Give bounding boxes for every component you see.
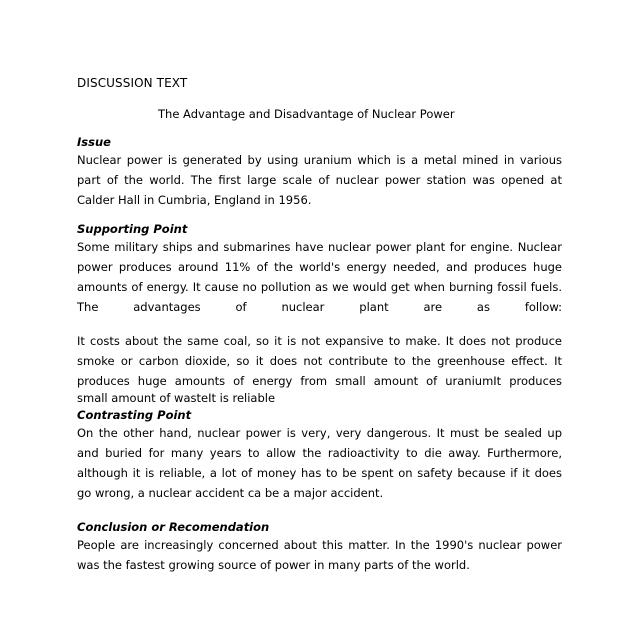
document-type-label: DISCUSSION TEXT (77, 76, 188, 90)
advantages-text-end: small amount of wasteIt is reliable (77, 391, 276, 405)
conclusion-paragraph: People are increasingly concerned about this matter. In the 1990's nuclear power was the fastest growing source of power in many parts of the world. (77, 538, 562, 572)
conclusion-heading: Conclusion or Recomendation (77, 520, 270, 534)
supporting-point-paragraph: Some military ships and submarines have nuclear power plant for engine. Nuclear power produces around 11% of the world's energy needed, and produces huge amounts of energy. It cause no pollution as we would get when burning fossil fuels. The advantages of nuclear plant are as follow: (77, 240, 562, 314)
contrasting-point-paragraph: On the other hand, nuclear power is very, very dangerous. It must be sealed up and buried for many years to allow the radioactivity to die away. Furthermore, although it is reliable, a lot of money has to be spent on safety because if it does go wrong, a nuclear accident ca be a major accident. (77, 426, 562, 500)
advantages-text: It costs about the same coal, so it is not expansive to make. It does not produce smoke or carbon dioxide, so it does not contribute to the greenhouse effect. It produces huge amounts of energy from small amount of uraniumIt produces (77, 334, 562, 388)
issue-heading: Issue (77, 135, 111, 149)
document-page (77, 76, 562, 575)
advantages-paragraph (77, 331, 562, 406)
supporting-point-heading: Supporting Point (77, 222, 188, 236)
issue-paragraph: Nuclear power is generated by using uranium which is a metal mined in various part of the world. The first large scale of nuclear power station was opened at Calder Hall in Cumbria, England in 1956. (77, 153, 562, 207)
contrasting-point-heading: Contrasting Point (77, 408, 192, 422)
document-title: The Advantage and Disadvantage of Nuclear Power (158, 107, 455, 121)
